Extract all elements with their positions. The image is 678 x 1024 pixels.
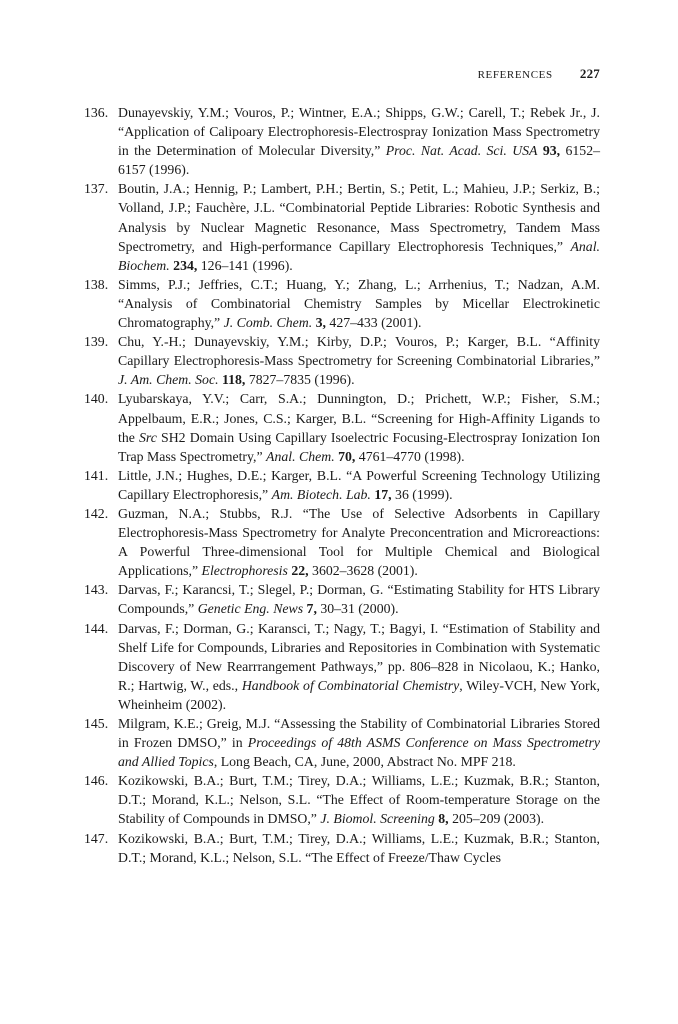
reference-text: 30–31 (2000). bbox=[316, 601, 399, 617]
reference-text: 36 (1999). bbox=[391, 486, 453, 502]
reference-italic-text: J. Comb. Chem. bbox=[223, 315, 313, 331]
reference-italic-text: Genetic Eng. News bbox=[197, 601, 304, 617]
reference-volume: 22, bbox=[291, 563, 309, 579]
reference-text: 6152–6157 (1996). bbox=[118, 143, 600, 178]
reference-volume: 93, bbox=[542, 143, 561, 159]
reference-text: , Long Beach, CA, June, 2000, Abstract No. MPF 218. bbox=[213, 754, 516, 770]
reference-italic-text: Anal. Chem. bbox=[266, 448, 335, 464]
running-head bbox=[478, 66, 600, 82]
reference-item bbox=[84, 714, 600, 771]
reference-text: Darvas, F.; Karancsi, T.; Slegel, P.; Dorman, G. “Estimating Stability for HTS Library Compounds,” bbox=[118, 582, 600, 617]
reference-text: 427–433 (2001). bbox=[325, 315, 422, 331]
reference-item bbox=[84, 179, 600, 274]
reference-item bbox=[84, 389, 600, 465]
reference-text: 126–141 (1996). bbox=[197, 257, 293, 273]
reference-italic-text: J. Am. Chem. Soc. bbox=[118, 372, 219, 388]
section-title: REFERENCES bbox=[477, 69, 553, 81]
reference-italic-text: Src bbox=[139, 429, 157, 445]
reference-number: 147. bbox=[84, 830, 109, 846]
reference-text: 3602–3628 (2001). bbox=[308, 563, 418, 579]
reference-volume: 8, bbox=[438, 811, 449, 827]
reference-number: 145. bbox=[84, 716, 109, 731]
reference-text: Guzman, N.A.; Stubbs, R.J. “The Use of Selective Adsorbents in Capillary Electrophoresis-Mass Spectrometry for Analyte Preconcentration and Microreactions: A Powerful Three-dimensional Tool for Multiple Chemical and Biological Applications,” bbox=[118, 505, 600, 579]
reference-number: 141. bbox=[84, 467, 109, 483]
reference-volume: 234, bbox=[173, 257, 198, 273]
reference-item bbox=[84, 275, 600, 332]
reference-text: 7827–7835 (1996). bbox=[245, 372, 355, 388]
reference-italic-text: Handbook of Combinatorial Chemistry bbox=[241, 677, 460, 693]
reference-italic-text: Anal. Biochem. bbox=[118, 238, 600, 273]
reference-italic-text: Proceedings of 48th ASMS Conference on Mass Spectrometry and Allied Topics bbox=[118, 735, 600, 770]
reference-number: 143. bbox=[84, 582, 109, 598]
page-number: 227 bbox=[579, 66, 600, 81]
reference-item bbox=[84, 580, 600, 618]
reference-text: Chu, Y.-H.; Dunayevskiy, Y.M.; Kirby, D.P.; Vouros, P.; Karger, B.L. “Affinity Capillary Electrophoresis-Mass Spectrometry for Screening Combinatorial Libraries,” bbox=[118, 334, 600, 369]
reference-italic-text: Electrophoresis bbox=[201, 563, 288, 579]
reference-volume: 70, bbox=[338, 448, 356, 464]
reference-item bbox=[84, 466, 600, 504]
reference-item bbox=[84, 504, 600, 580]
reference-text: Kozikowski, B.A.; Burt, T.M.; Tirey, D.A.; Williams, L.E.; Kuzmak, B.R.; Stanton, D.T.; Morand, K.L.; Nelson, S.L. “The Effect of Freeze/Thaw Cycles bbox=[118, 830, 600, 865]
reference-list bbox=[84, 103, 600, 867]
reference-italic-text: Proc. Nat. Acad. Sci. USA bbox=[385, 143, 538, 159]
reference-volume: 7, bbox=[306, 601, 317, 617]
reference-text: Simms, P.J.; Jeffries, C.T.; Huang, Y.; Zhang, L.; Arrhenius, T.; Nadzan, A.M. “Analysis of Combinatorial Chemistry Samples by Micellar Electrokinetic Chromatography,” bbox=[118, 276, 600, 331]
reference-volume: 17, bbox=[374, 486, 392, 502]
reference-text: Darvas, F.; Dorman, G.; Karansci, T.; Nagy, T.; Bagyi, I. “Estimation of Stability and Shelf Life for Compounds, Libraries and Repositories in Combination with Systematic Discovery of New Rearrrangement Pathways,” pp. 806–828 in Nicolaou, K.; Hanko, R.; Hartwig, W., eds., bbox=[118, 620, 600, 693]
reference-text: 205–209 (2003). bbox=[448, 811, 545, 827]
reference-number: 146. bbox=[84, 773, 109, 789]
reference-text: , Wiley-VCH, New York, Wheinheim (2002). bbox=[118, 677, 600, 712]
reference-number: 138. bbox=[84, 276, 109, 292]
reference-number: 140. bbox=[84, 391, 109, 407]
reference-text: Kozikowski, B.A.; Burt, T.M.; Tirey, D.A.; Williams, L.E.; Kuzmak, B.R.; Stanton, D.T.; Morand, K.L.; Nelson, S.L. “The Effect of Room-temperature Storage on the Stability of Compounds in DMSO,” bbox=[118, 773, 600, 827]
reference-text: Milgram, K.E.; Greig, M.J. “Assessing the Stability of Combinatorial Libraries Stored in Frozen DMSO,” in bbox=[118, 716, 600, 751]
reference-number: 136. bbox=[84, 105, 109, 120]
reference-item bbox=[84, 771, 600, 828]
reference-volume: 3, bbox=[315, 315, 326, 331]
reference-item bbox=[84, 332, 600, 389]
reference-text: Lyubarskaya, Y.V.; Carr, S.A.; Dunnington, D.; Prichett, W.P.; Fisher, S.M.; Appelbaum, E.R.; Jones, C.S.; Karger, B.L. “Screening for High-Affinity Ligands to the bbox=[118, 391, 600, 445]
reference-number: 142. bbox=[84, 505, 109, 521]
reference-item bbox=[84, 103, 600, 179]
reference-text: Little, J.N.; Hughes, D.E.; Karger, B.L. “A Powerful Screening Technology Utilizing Capillary Electrophoresis,” bbox=[118, 467, 600, 502]
reference-item bbox=[84, 829, 600, 867]
reference-italic-text: J. Biomol. Screening bbox=[320, 811, 435, 827]
reference-text: SH2 Domain Using Capillary Isoelectric Focusing-Electrospray Ionization Ion Trap Mass Spectrometry,” bbox=[118, 429, 600, 464]
reference-italic-text: Am. Biotech. Lab. bbox=[271, 486, 371, 502]
reference-number: 139. bbox=[84, 334, 109, 350]
reference-volume: 118, bbox=[221, 372, 246, 388]
reference-text: Boutin, J.A.; Hennig, P.; Lambert, P.H.; Bertin, S.; Petit, L.; Mahieu, J.P.; Serkiz, B.; Volland, J.P.; Fauchère, J.L. “Combinatorial Peptide Libraries: Robotic Synthesis and Analysis by Nuclear Magnetic Resonance, Mass Spectrometry, Tandem Mass Spectrometry, and High-performance Capillary Electrophoresis Techniques,” bbox=[118, 181, 600, 254]
reference-number: 144. bbox=[84, 620, 109, 636]
reference-number: 137. bbox=[84, 181, 109, 197]
reference-text: 4761–4770 (1998). bbox=[355, 448, 465, 464]
reference-text: Dunayevskiy, Y.M.; Vouros, P.; Wintner, E.A.; Shipps, G.W.; Carell, T.; Rebek Jr., J. “Application of Calipoary Electrophoresis-Electrospray Ionization Mass Spectrometry in the Determination of Molecular Diversity,” bbox=[118, 105, 600, 159]
reference-item bbox=[84, 619, 600, 714]
